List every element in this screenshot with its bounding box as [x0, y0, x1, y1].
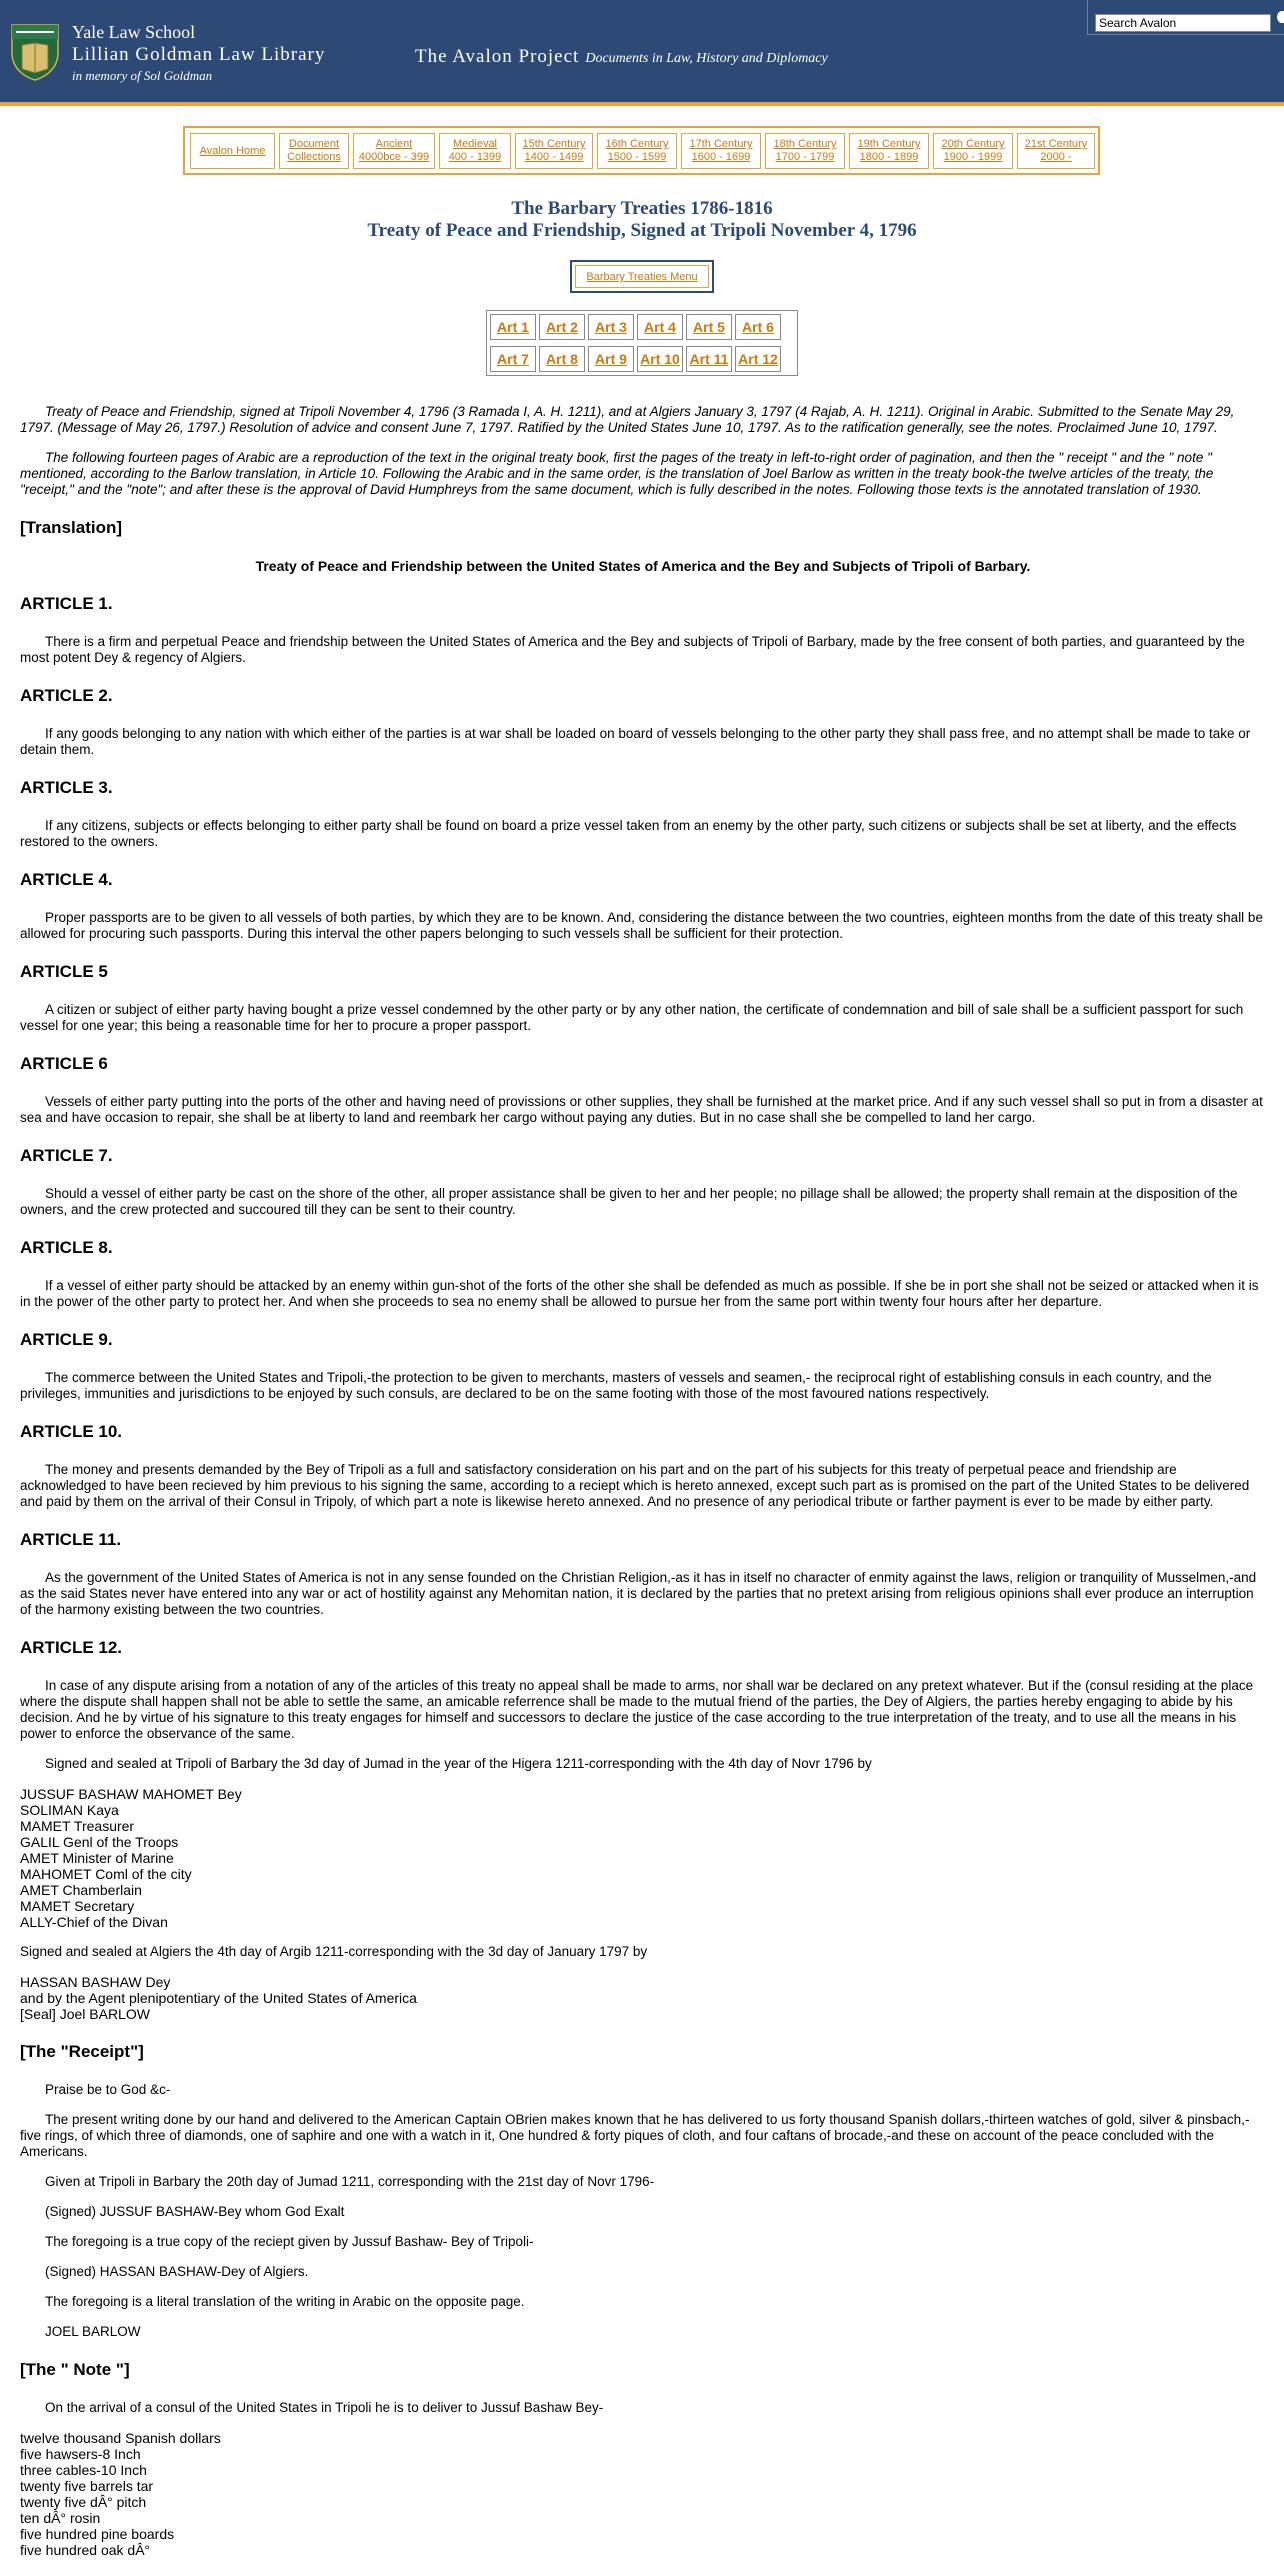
note-intro: On the arrival of a consul of the United States in Tripoli he is to deliver to Jussuf Bashaw Bey-: [45, 2400, 604, 2415]
nav-17th-century[interactable]: 17th Century 1600 - 1699: [681, 133, 761, 169]
art-link[interactable]: Art 11: [686, 346, 732, 372]
page-subtitle: Treaty of Peace and Friendship, Signed at Tripoli November 4, 1796: [367, 220, 917, 241]
note-item: twelve thousand Spanish dollars: [20, 2430, 221, 2446]
note-item: ten dÂ° rosin: [20, 2510, 101, 2526]
art-link[interactable]: Art 2: [539, 314, 585, 340]
search-button-icon[interactable]: [1277, 11, 1284, 23]
search-input[interactable]: [1095, 14, 1271, 32]
nav-20th-century[interactable]: 20th Century 1900 - 1999: [933, 133, 1013, 169]
nav-19th-century[interactable]: 19th Century 1800 - 1899: [849, 133, 929, 169]
article-heading: ARTICLE 2.: [20, 686, 113, 705]
receipt-heading: [The "Receipt"]: [20, 2042, 144, 2061]
article-text: Vessels of either party putting into the ports of the other and having need of provissions or other supplies, they shall be furnished at the market price. And if any such vessel shall so put in from a disaster at sea and have occasion to repair, she shall be at liberty to land and reembark her cargo without paying any duties. But in no case shall she be compelled to land her cargo.: [20, 1094, 1263, 1125]
library-title: Lillian Goldman Law Library: [72, 44, 326, 65]
article-heading: ARTICLE 8.: [20, 1238, 113, 1257]
article-text: If a vessel of either party should be attacked by an enemy within gun-shot of the forts of the other she shall be defended as much as possible. If she be in port she shall not be seized or attacked when it is in the power of the other party to protect her. And when she proceeds to sea no enemy shall be allowed to pursue her from the same port within twenty four hours after her departure.: [20, 1278, 1259, 1309]
signer: AMET Minister of Marine: [20, 1850, 174, 1866]
article-text: If any goods belonging to any nation with which either of the parties is at war shall be loaded on board of vessels belonging to the other party they shall pass free, and no attempt shall be made to take or detain them.: [20, 726, 1251, 757]
nav-15th-century[interactable]: 15th Century 1400 - 1499: [515, 133, 593, 169]
art-link[interactable]: Art 7: [490, 346, 536, 372]
article-heading: ARTICLE 6: [20, 1054, 108, 1073]
barbary-menu-box: [570, 260, 714, 293]
receipt-paragraph: (Signed) HASSAN BASHAW-Dey of Algiers.: [45, 2264, 309, 2279]
nav-medieval[interactable]: Medieval 400 - 1399: [439, 133, 511, 169]
article-heading: ARTICLE 3.: [20, 778, 113, 797]
receipt-paragraph: Praise be to God &c-: [45, 2082, 171, 2097]
signer: HASSAN BASHAW Dey: [20, 1974, 171, 1990]
project-name: The Avalon Project: [415, 46, 580, 67]
article-text: A citizen or subject of either party having bought a prize vessel condemned by the other party or by any other nation, the certificate of condemnation and bill of sale shall be a sufficient passport for such vessel for one year; this being a reasonable time for her to procure a proper passport.: [20, 1002, 1244, 1033]
school-name: Yale Law School: [72, 22, 196, 42]
note-heading: [The " Note "]: [20, 2360, 130, 2379]
article-text: There is a firm and perpetual Peace and friendship between the United States of America and the Bey and subjects of Tripoli of Barbary, made by the free consent of both parties, and guaranteed by the most potent Dey & regency of Algiers.: [20, 634, 1245, 665]
article-heading: ARTICLE 11.: [20, 1530, 122, 1549]
art-link[interactable]: Art 3: [588, 314, 634, 340]
article-navigation: [486, 310, 798, 376]
signers-tripoli: [20, 1786, 1266, 1930]
note-item: twenty five dÂ° pitch: [20, 2494, 147, 2510]
era-navigation: [183, 126, 1100, 175]
nav-document-collections[interactable]: Document Collections: [279, 133, 349, 169]
article-text: Proper passports are to be given to all vessels of both parties, by which they are to be known. And, considering the distance between the two countries, eighteen months from the date of this treaty shall be allowed for procuring such passports. During this interval the other papers belonging to such vessels shall be sufficient for their protection.: [20, 910, 1263, 941]
art-link[interactable]: Art 5: [686, 314, 732, 340]
signer: ALLY-Chief of the Divan: [20, 1914, 168, 1930]
art-link[interactable]: Art 6: [735, 314, 781, 340]
library-name[interactable]: [72, 22, 325, 84]
signer: and by the Agent plenipotentiary of the United States of America: [20, 1990, 417, 2006]
signer: MAMET Secretary: [20, 1898, 135, 1914]
translation-heading: [Translation]: [20, 518, 123, 537]
receipt-paragraph: JOEL BARLOW: [45, 2324, 141, 2339]
intro-paragraph: The following fourteen pages of Arabic are a reproduction of the text in the original treaty book, first the pages of the treaty in left-to-right order of pagination, and then the " receipt " and the " note " mentioned, according to the Barlow translation, in Article 10. Following the Arabic and in the same order, is the translation of Joel Barlow as written in the treaty book-the twelve articles of the treaty, the "receipt," and the "note"; and after these is the approval of David Humphreys from the same document, which is fully described in the notes. Following those texts is the annotated translation of 1930.: [20, 450, 1214, 497]
article-text: In case of any dispute arising from a notation of any of the articles of this treaty no appeal shall be made to arms, nor shall war be declared on any pretext whatever. But if the (consul residing at the place where the dispute shall happen shall not be able to settle the same, an amicable referrence shall be made to the mutual friend of the parties, the Dey of Algiers, the parties hereby engaging to abide by his decision. And he by virtue of his signature to this treaty engages for himself and successors to declare the justice of the case according to the true interpretation of the treaty, and to use all the means in his power to enforce the observance of the same.: [20, 1678, 1254, 1741]
signer: MAHOMET Coml of the city: [20, 1866, 192, 1882]
nav-16th-century[interactable]: 16th Century 1500 - 1599: [597, 133, 677, 169]
project-title[interactable]: [415, 46, 828, 68]
signed-tripoli: Signed and sealed at Tripoli of Barbary the 3d day of Jumad in the year of the Higera 1211-corresponding with the 4th day of Novr 1796 by: [45, 1756, 872, 1771]
treaty-heading: Treaty of Peace and Friendship between the United States of America and the Bey and Subjects of Tripoli of Barbary.: [255, 558, 1031, 574]
intro-paragraph: Treaty of Peace and Friendship, signed at Tripoli November 4, 1796 (3 Ramada I, A. H. 1211), and at Algiers January 3, 1797 (4 Rajab, A. H. 1211). Original in Arabic. Submitted to the Senate May 29, 1797. (Message of May 26, 1797.) Resolution of advice and consent June 7, 1797. Ratified by the United States June 10, 1797. As to the ratification generally, see the notes. Proclaimed June 10, 1797.: [20, 404, 1235, 435]
dedication: in memory of Sol Goldman: [72, 68, 213, 83]
art-link[interactable]: Art 8: [539, 346, 585, 372]
nav-avalon-home[interactable]: Avalon Home: [190, 133, 275, 169]
receipt-paragraph: (Signed) JUSSUF BASHAW-Bey whom God Exalt: [45, 2204, 345, 2219]
signers-algiers: [20, 1974, 1266, 2022]
art-link[interactable]: Art 4: [637, 314, 683, 340]
note-item: three cables-10 Inch: [20, 2462, 147, 2478]
article-text: If any citizens, subjects or effects belonging to either party shall be found on board a prize vessel taken from an enemy by the other party, such citizens or subjects shall be set at liberty, and the effects restored to the owners.: [20, 818, 1237, 849]
signer: MAMET Treasurer: [20, 1818, 135, 1834]
signer: AMET Chamberlain: [20, 1882, 142, 1898]
note-item: five hundred oak dÂ°: [20, 2542, 151, 2558]
nav-ancient[interactable]: Ancient 4000bce - 399: [353, 133, 435, 169]
barbary-treaties-menu-link[interactable]: Barbary Treaties Menu: [575, 265, 709, 288]
article-heading: ARTICLE 10.: [20, 1422, 123, 1441]
note-item: five hawsers-8 Inch: [20, 2446, 141, 2462]
article-heading: ARTICLE 4.: [20, 870, 113, 889]
search-panel: [1087, 0, 1284, 35]
article-heading: ARTICLE 1.: [20, 594, 113, 613]
article-heading: ARTICLE 7.: [20, 1146, 113, 1165]
article-heading: ARTICLE 12.: [20, 1638, 123, 1657]
receipt-paragraph: The foregoing is a literal translation of the writing in Arabic on the opposite page.: [45, 2294, 525, 2309]
signer: [Seal] Joel BARLOW: [20, 2006, 150, 2022]
art-link[interactable]: Art 1: [490, 314, 536, 340]
article-text: As the government of the United States of America is not in any sense founded on the Christian Religion,-as it has in itself no character of enmity against the laws, religion or tranquility of Musselmen,-and as the said States never have entered into any war or act of hostility against any Mehomitan nation, it is declared by the parties that no pretext arising from religious opinions shall ever produce an interruption of the harmony existing between the two countries.: [20, 1570, 1257, 1617]
signer: GALIL Genl of the Troops: [20, 1834, 179, 1850]
nav-21st-century[interactable]: 21st Century 2000 -: [1017, 133, 1095, 169]
note-items: [20, 2430, 1266, 2558]
project-subtitle: Documents in Law, History and Diplomacy: [585, 51, 828, 66]
nav-18th-century[interactable]: 18th Century 1700 - 1799: [765, 133, 845, 169]
article-heading: ARTICLE 5: [20, 962, 108, 981]
note-item: twenty five barrels tar: [20, 2478, 154, 2494]
page-title: The Barbary Treaties 1786-1816: [511, 198, 773, 219]
article-text: The money and presents demanded by the Bey of Tripoli as a full and satisfactory consideration on his part and on the part of his subjects for this treaty of perpetual peace and friendship are acknowledged to have been recieved by him previous to his signing the same, according to a reciept which is hereto annexed, except such part as is promised on the part of the United States to be delivered and paid by them on the arrival of their Consul in Tripoly, of which part a note is likewise hereto annexed. And no presence of any periodical tribute or farther payment is ever to be made by either party.: [20, 1462, 1250, 1509]
article-heading: ARTICLE 9.: [20, 1330, 113, 1349]
yale-shield-logo-icon[interactable]: [10, 23, 60, 81]
receipt-paragraph: The present writing done by our hand and delivered to the American Captain OBrien makes known that he has delivered to us forty thousand Spanish dollars,-thirteen watches of gold, silver & pinsbach,-five rings, of which three of diamonds, one of saphire and one with a watch in it, One hundred & forty piques of cloth, and four caftans of brocade,-and these on account of the peace concluded with the Americans.: [20, 2112, 1250, 2159]
note-item: five hundred pine boards: [20, 2526, 175, 2542]
article-text: Should a vessel of either party be cast on the shore of the other, all proper assistance shall be given to her and her people; no pillage shall be allowed; the property shall remain at the disposition of the owners, and the crew protected and succoured till they can be sent to their country.: [20, 1186, 1238, 1217]
art-link[interactable]: Art 12: [735, 346, 781, 372]
receipt-paragraph: Given at Tripoli in Barbary the 20th day of Jumad 1211, corresponding with the 21st day of Novr 1796-: [45, 2174, 655, 2189]
art-link[interactable]: Art 9: [588, 346, 634, 372]
art-link[interactable]: Art 10: [637, 346, 683, 372]
article-text: The commerce between the United States and Tripoli,-the protection to be given to merchants, masters of vessels and seamen,- the reciprocal right of establishing consuls in each country, and the privileges, immunities and jurisdictions to be enjoyed by such consuls, are declared to be on the same footing with those of the most favoured nations respectively.: [20, 1370, 1212, 1401]
receipt-paragraph: The foregoing is a true copy of the reciept given by Jussuf Bashaw- Bey of Tripoli-: [45, 2234, 534, 2249]
site-header: [0, 0, 1284, 106]
document-body: [20, 404, 1266, 2572]
signed-algiers: Signed and sealed at Algiers the 4th day of Argib 1211-corresponding with the 3d day of January 1797 by: [20, 1944, 648, 1959]
signer: SOLIMAN Kaya: [20, 1802, 119, 1818]
signer: JUSSUF BASHAW MAHOMET Bey: [20, 1786, 242, 1802]
